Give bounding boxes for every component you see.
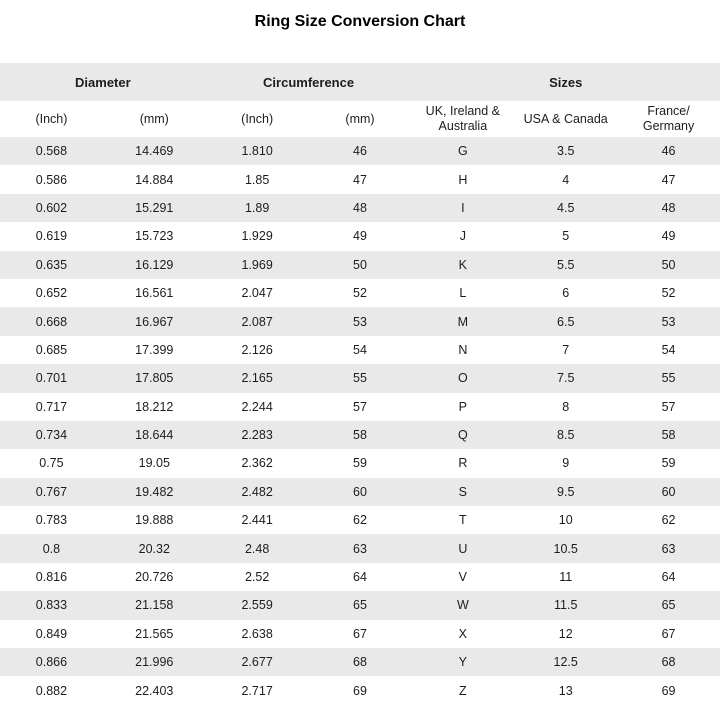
- table-cell: 2.717: [241, 683, 273, 698]
- table-cell: 2.087: [241, 314, 273, 329]
- table-cell: 54: [661, 342, 676, 357]
- table-cell: 16.967: [135, 314, 174, 329]
- table-cell: 2.126: [241, 342, 273, 357]
- table-cell: 49: [661, 229, 676, 244]
- table-cell: L: [459, 286, 467, 301]
- table-cell: 10.5: [553, 541, 578, 556]
- table-cell: 57: [661, 399, 676, 414]
- table-cell: 46: [661, 144, 676, 159]
- table-cell: Y: [458, 655, 468, 670]
- table-cell: 0.734: [35, 428, 68, 443]
- table-cell: 0.866: [35, 655, 68, 670]
- table-cell: 4.5: [557, 200, 575, 215]
- group-header-sizes: Sizes: [549, 74, 583, 90]
- table-cell: 9.5: [557, 484, 575, 499]
- table-cell: 50: [661, 257, 676, 272]
- table-row: [0, 194, 720, 222]
- table-cell: 10: [558, 513, 573, 528]
- table-cell: 2.244: [241, 399, 273, 414]
- table-row: [0, 137, 720, 165]
- column-header-circumference-mm: (mm): [345, 111, 375, 126]
- table-cell: 47: [353, 172, 367, 187]
- table-cell: 1.810: [241, 144, 273, 159]
- table-cell: 69: [353, 683, 367, 698]
- table-cell: 53: [661, 314, 676, 329]
- table-cell: 11.5: [554, 598, 578, 613]
- table-row: [0, 591, 720, 619]
- table-cell: W: [456, 598, 469, 613]
- table-body: [0, 137, 720, 705]
- table-cell: H: [458, 172, 468, 187]
- table-row: [0, 620, 720, 648]
- table-row: [0, 648, 720, 676]
- table-row: [0, 449, 720, 477]
- table-cell: 46: [353, 144, 367, 159]
- table-cell: 15.291: [135, 200, 174, 215]
- table-cell: 11: [559, 570, 573, 585]
- table-cell: S: [458, 484, 468, 499]
- table-cell: 63: [661, 541, 676, 556]
- table-cell: 0.833: [35, 598, 68, 613]
- table-cell: 59: [353, 456, 367, 471]
- table-cell: 62: [353, 513, 367, 528]
- table-cell: 1.89: [244, 200, 270, 215]
- column-header-france-germany: France/ Germany: [642, 104, 695, 133]
- page-title: Ring Size Conversion Chart: [254, 13, 466, 30]
- table-cell: 50: [353, 257, 367, 272]
- table-row: [0, 251, 720, 279]
- table-cell: 6.5: [557, 314, 575, 329]
- column-header-uk-ireland-australia: UK, Ireland & Australia: [425, 104, 501, 133]
- table-cell: 53: [353, 314, 367, 329]
- table-cell: 7.5: [557, 371, 575, 386]
- table-cell: 58: [661, 428, 676, 443]
- table-cell: 22.403: [135, 683, 174, 698]
- table-cell: 1.929: [241, 229, 273, 244]
- table-cell: I: [461, 200, 465, 215]
- table-cell: 7: [562, 342, 570, 357]
- table-cell: 1.85: [244, 172, 270, 187]
- table-cell: 16.561: [135, 286, 174, 301]
- table-row: [0, 563, 720, 591]
- table-cell: 67: [353, 626, 367, 641]
- table-cell: 2.482: [241, 484, 273, 499]
- table-cell: 47: [661, 172, 676, 187]
- table-cell: 2.047: [241, 286, 273, 301]
- table-cell: 64: [661, 570, 676, 585]
- table-cell: 1.969: [241, 257, 273, 272]
- table-cell: 13: [558, 683, 573, 698]
- table-cell: 6: [562, 286, 570, 301]
- group-header-diameter: Diameter: [75, 74, 131, 90]
- table-cell: M: [457, 314, 469, 329]
- table-cell: 21.158: [135, 598, 174, 613]
- table-cell: G: [457, 144, 468, 159]
- table-cell: 17.805: [135, 371, 174, 386]
- table-row: [0, 336, 720, 364]
- table-cell: 69: [661, 683, 676, 698]
- table-cell: 65: [661, 598, 676, 613]
- table-cell: 0.816: [35, 570, 68, 585]
- table-row: [0, 279, 720, 307]
- table-cell: 0.652: [35, 286, 68, 301]
- table-cell: 3.5: [557, 144, 575, 159]
- table-cell: 19.888: [135, 513, 174, 528]
- column-header-diameter-mm: (mm): [139, 111, 169, 126]
- table-cell: K: [458, 257, 468, 272]
- table-cell: Q: [457, 428, 468, 443]
- table-cell: 8.5: [557, 428, 575, 443]
- table-cell: 2.52: [244, 570, 270, 585]
- table-cell: 19.05: [138, 456, 170, 471]
- table-cell: 0.767: [35, 484, 68, 499]
- table-cell: 20.726: [135, 570, 174, 585]
- table-cell: U: [458, 541, 468, 556]
- table-cell: 57: [353, 399, 367, 414]
- table-cell: 54: [353, 342, 367, 357]
- table-cell: 18.644: [135, 428, 174, 443]
- table-cell: 55: [353, 371, 367, 386]
- table-cell: 9: [562, 456, 570, 471]
- table-cell: 2.362: [241, 456, 273, 471]
- table-cell: 14.884: [135, 172, 174, 187]
- table-cell: O: [457, 371, 468, 386]
- table-cell: 8: [562, 399, 570, 414]
- table-cell: 2.677: [241, 655, 273, 670]
- table-cell: 67: [661, 626, 676, 641]
- table-cell: 64: [353, 570, 367, 585]
- table-cell: 19.482: [135, 484, 174, 499]
- table-cell: 0.635: [35, 257, 68, 272]
- table-cell: 0.882: [35, 683, 68, 698]
- table-cell: 62: [661, 513, 676, 528]
- table-cell: 48: [661, 200, 676, 215]
- table-cell: 59: [661, 456, 676, 471]
- table-cell: 58: [353, 428, 367, 443]
- table-cell: 0.75: [39, 456, 64, 471]
- table-cell: P: [458, 399, 468, 414]
- table-row: [0, 222, 720, 250]
- table-cell: 18.212: [135, 399, 174, 414]
- table-cell: 65: [353, 598, 367, 613]
- column-header-circumference-inch: (Inch): [241, 111, 274, 126]
- table-cell: 0.619: [35, 229, 68, 244]
- table-cell: 60: [353, 484, 367, 499]
- table-cell: 48: [353, 200, 367, 215]
- table-cell: 12: [558, 626, 573, 641]
- table-cell: 5: [562, 229, 570, 244]
- table-cell: 55: [661, 371, 676, 386]
- table-row: [0, 364, 720, 392]
- table-cell: 49: [353, 229, 367, 244]
- table-cell: J: [459, 229, 466, 244]
- table-cell: 2.441: [241, 513, 273, 528]
- table-cell: X: [458, 626, 468, 641]
- table-cell: 5.5: [557, 257, 575, 272]
- group-header-circumference: Circumference: [263, 74, 355, 90]
- table-row: [0, 421, 720, 449]
- table-cell: 52: [353, 286, 367, 301]
- table-cell: 17.399: [135, 342, 174, 357]
- group-header-row: [0, 63, 720, 101]
- table-cell: 68: [661, 655, 676, 670]
- table-cell: 2.165: [241, 371, 273, 386]
- table-cell: 16.129: [135, 257, 174, 272]
- table-row: [0, 676, 720, 704]
- table-cell: 0.586: [35, 172, 68, 187]
- table-cell: 0.717: [35, 399, 68, 414]
- table-row: [0, 307, 720, 335]
- table-cell: 0.8: [42, 541, 61, 556]
- table-cell: 20.32: [138, 541, 170, 556]
- table-row: [0, 393, 720, 421]
- table-cell: 14.469: [135, 144, 174, 159]
- table-cell: 2.559: [241, 598, 273, 613]
- table-cell: 0.602: [35, 200, 68, 215]
- table-cell: 2.48: [244, 541, 270, 556]
- table-cell: 0.568: [35, 144, 68, 159]
- table-cell: Z: [459, 683, 467, 698]
- table-cell: V: [458, 570, 468, 585]
- ring-size-table: [0, 63, 720, 705]
- table-row: [0, 478, 720, 506]
- table-cell: T: [459, 513, 467, 528]
- table-cell: 12.5: [553, 655, 578, 670]
- table-cell: 2.638: [241, 626, 273, 641]
- table-cell: 21.996: [135, 655, 174, 670]
- table-row: [0, 534, 720, 562]
- column-header-usa-canada: USA & Canada: [523, 111, 608, 126]
- table-cell: 0.701: [35, 371, 68, 386]
- table-cell: N: [458, 342, 468, 357]
- table-cell: 4: [562, 172, 570, 187]
- table-cell: 15.723: [135, 229, 174, 244]
- table-cell: 21.565: [135, 626, 174, 641]
- table-cell: 0.685: [35, 342, 68, 357]
- table-cell: 0.668: [35, 314, 68, 329]
- column-header-row: [0, 101, 720, 137]
- table-cell: 0.849: [35, 626, 68, 641]
- table-cell: 0.783: [35, 513, 68, 528]
- table-cell: R: [458, 456, 468, 471]
- table-row: [0, 165, 720, 193]
- column-header-diameter-inch: (Inch): [35, 111, 68, 126]
- table-cell: 2.283: [241, 428, 273, 443]
- table-cell: 68: [353, 655, 367, 670]
- table-cell: 63: [353, 541, 367, 556]
- table-cell: 52: [661, 286, 676, 301]
- table-cell: 60: [661, 484, 676, 499]
- table-row: [0, 506, 720, 534]
